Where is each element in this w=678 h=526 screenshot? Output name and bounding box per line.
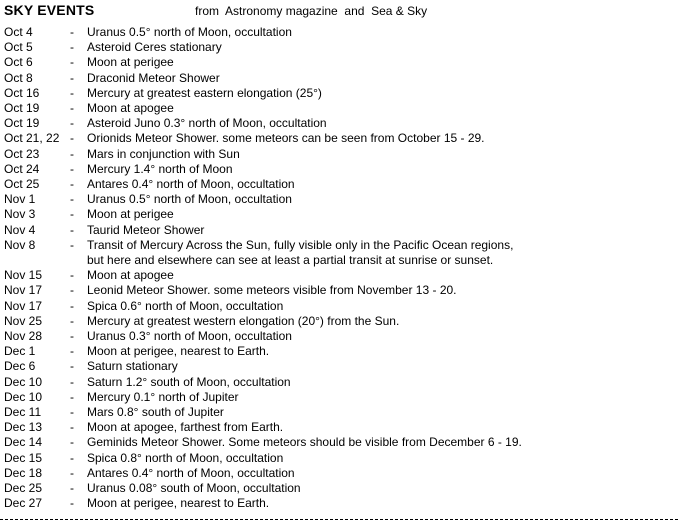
event-date: Dec 13	[4, 420, 43, 435]
event-date: Dec 10	[4, 389, 43, 404]
event-separator: -	[70, 161, 74, 176]
event-separator: -	[70, 207, 74, 222]
event-row	[4, 192, 674, 207]
event-date: Oct 19	[4, 101, 40, 116]
event-separator: -	[70, 435, 74, 450]
event-date: Oct 21, 22	[4, 131, 60, 146]
event-date: Nov 17	[4, 298, 43, 313]
page-title: SKY EVENTS	[4, 2, 95, 18]
event-separator: -	[70, 40, 74, 55]
event-separator: -	[70, 283, 74, 298]
event-description: Saturn stationary	[87, 359, 178, 374]
event-date: Dec 14	[4, 435, 43, 450]
event-description: Spica 0.6° north of Moon, occultation	[87, 298, 284, 313]
event-row	[4, 390, 674, 405]
event-row	[4, 405, 674, 420]
event-date: Nov 3	[4, 207, 36, 222]
event-row	[4, 481, 674, 496]
event-date: Nov 17	[4, 283, 43, 298]
event-date: Nov 25	[4, 313, 43, 328]
event-separator: -	[70, 344, 74, 359]
event-row	[4, 314, 674, 329]
event-separator: -	[70, 389, 74, 404]
event-row	[4, 71, 674, 86]
event-separator: -	[70, 465, 74, 480]
event-row	[4, 86, 674, 101]
event-description: Antares 0.4° north of Moon, occultation	[87, 177, 295, 192]
event-row	[4, 177, 674, 192]
event-separator: -	[70, 222, 74, 237]
event-row	[4, 451, 674, 466]
event-row	[4, 101, 674, 116]
event-row	[4, 223, 674, 238]
event-date: Nov 4	[4, 222, 36, 237]
event-separator: -	[70, 101, 74, 116]
event-description: Moon at apogee	[87, 268, 174, 283]
event-separator: -	[70, 420, 74, 435]
event-date: Dec 6	[4, 359, 36, 374]
event-separator: -	[70, 405, 74, 420]
event-separator: -	[70, 329, 74, 344]
event-row	[4, 116, 674, 131]
event-date: Dec 15	[4, 450, 43, 465]
event-date: Oct 4	[4, 25, 33, 39]
event-separator: -	[70, 374, 74, 389]
header	[4, 2, 674, 22]
event-separator: -	[70, 70, 74, 85]
event-date: Dec 27	[4, 496, 43, 511]
event-description: Saturn 1.2° south of Moon, occultation	[87, 374, 291, 389]
event-date: Dec 10	[4, 374, 43, 389]
event-description: Antares 0.4° north of Moon, occultation	[87, 465, 295, 480]
event-description: Uranus 0.08° south of Moon, occultation	[87, 481, 301, 496]
event-separator: -	[70, 359, 74, 374]
event-separator: -	[70, 55, 74, 70]
event-description: Spica 0.8° north of Moon, occultation	[87, 450, 284, 465]
event-description: Moon at perigee, nearest to Earth.	[87, 344, 270, 359]
event-separator: -	[70, 481, 74, 496]
event-separator: -	[70, 131, 74, 146]
event-date: Oct 8	[4, 70, 33, 85]
event-date: Nov 28	[4, 329, 43, 344]
event-description: Moon at apogee	[87, 101, 174, 116]
event-date: Nov 8	[4, 237, 36, 252]
event-description: Uranus 0.5° north of Moon, occultation	[87, 25, 292, 39]
event-row	[4, 375, 674, 390]
event-row	[4, 25, 674, 40]
event-separator: -	[70, 450, 74, 465]
event-row	[4, 359, 674, 374]
event-description: Mercury at greatest western elongation (20°) from the Sun.	[87, 313, 400, 328]
event-description: Transit of Mercury Across the Sun, fully visible only in the Pacific Ocean regions, but here and elsewhere can see at least a partial transit at sunrise or sunset.	[87, 237, 514, 268]
event-date: Oct 25	[4, 177, 40, 192]
event-description: Mercury 0.1° north of Jupiter	[87, 389, 239, 404]
event-date: Oct 5	[4, 40, 33, 55]
event-date: Dec 11	[4, 405, 42, 420]
event-date: Oct 16	[4, 85, 40, 100]
source-credit: from Astronomy magazine and Sea & Sky	[195, 4, 428, 18]
event-row	[4, 147, 674, 162]
event-date: Oct 19	[4, 116, 40, 131]
event-date: Dec 18	[4, 465, 43, 480]
event-description: Mars in conjunction with Sun	[87, 146, 240, 161]
events-list	[4, 25, 674, 512]
event-date: Nov 1	[4, 192, 36, 207]
event-row	[4, 496, 674, 511]
event-row	[4, 299, 674, 314]
event-row	[4, 466, 674, 481]
event-date: Oct 23	[4, 146, 40, 161]
event-row	[4, 420, 674, 435]
event-description: Asteroid Ceres stationary	[87, 40, 222, 55]
event-row	[4, 344, 674, 359]
event-description: Uranus 0.3° north of Moon, occultation	[87, 329, 292, 344]
event-description: Taurid Meteor Shower	[87, 222, 205, 237]
event-separator: -	[70, 237, 74, 252]
event-row	[4, 162, 674, 177]
event-description: Geminids Meteor Shower. Some meteors should be visible from December 6 - 19.	[87, 435, 522, 450]
event-separator: -	[70, 192, 74, 207]
event-description: Draconid Meteor Shower	[87, 70, 220, 85]
event-row	[4, 207, 674, 222]
event-date: Oct 6	[4, 55, 33, 70]
event-separator: -	[70, 146, 74, 161]
event-separator: -	[70, 496, 74, 511]
event-separator: -	[70, 268, 74, 283]
event-description: Moon at perigee	[87, 207, 174, 222]
event-description: Moon at perigee, nearest to Earth.	[87, 496, 270, 511]
event-description: Mars 0.8° south of Jupiter	[87, 405, 224, 420]
event-description: Mercury 1.4° north of Moon	[87, 161, 233, 176]
event-row	[4, 238, 674, 268]
event-row	[4, 329, 674, 344]
event-row	[4, 40, 674, 55]
event-row	[4, 435, 674, 450]
event-separator: -	[70, 177, 74, 192]
event-description: Moon at apogee, farthest from Earth.	[87, 420, 284, 435]
event-description: Asteroid Juno 0.3° north of Moon, occultation	[87, 116, 327, 131]
event-date: Nov 15	[4, 268, 43, 283]
event-separator: -	[70, 116, 74, 131]
dashed-divider	[0, 519, 678, 520]
event-description: Uranus 0.5° north of Moon, occultation	[87, 192, 292, 207]
event-date: Dec 25	[4, 481, 43, 496]
event-date: Oct 24	[4, 161, 40, 176]
event-separator: -	[70, 85, 74, 100]
event-row	[4, 131, 674, 146]
event-description: Mercury at greatest eastern elongation (25°)	[87, 85, 322, 100]
event-row	[4, 268, 674, 283]
event-description: Leonid Meteor Shower. some meteors visible from November 13 - 20.	[87, 283, 457, 298]
event-description: Moon at perigee	[87, 55, 174, 70]
event-description: Orionids Meteor Shower. some meteors can be seen from October 15 - 29.	[87, 131, 485, 146]
event-separator: -	[70, 313, 74, 328]
event-separator: -	[70, 25, 74, 39]
event-separator: -	[70, 298, 74, 313]
event-row	[4, 283, 674, 298]
event-row	[4, 55, 674, 70]
event-date: Dec 1	[4, 344, 36, 359]
